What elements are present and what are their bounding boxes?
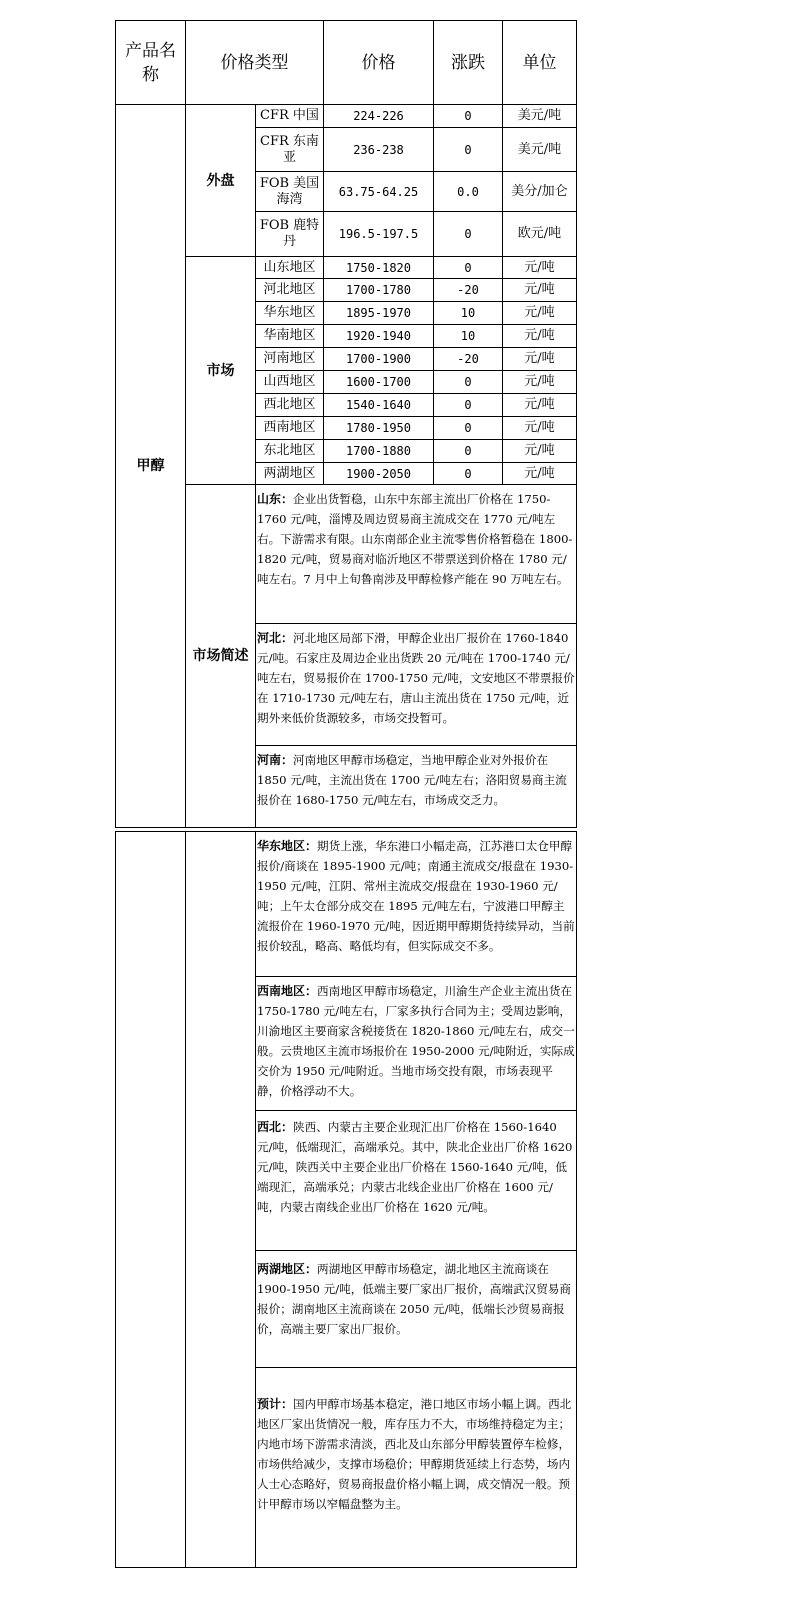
- market-region: 两湖地区: [256, 463, 324, 485]
- market-unit: 元/吨: [503, 348, 577, 371]
- market-price: 1780-1950: [324, 417, 434, 440]
- summary-hebei: [256, 624, 577, 746]
- market-change: -20: [434, 279, 503, 302]
- market-region: 山东地区: [256, 257, 324, 279]
- external-unit: 美元/吨: [503, 128, 577, 172]
- summary-title: 西南地区：: [257, 984, 318, 998]
- market-unit: 元/吨: [503, 417, 577, 440]
- market-region: 西南地区: [256, 417, 324, 440]
- summary-xibei: [256, 1111, 577, 1251]
- summary-xinan: [256, 977, 577, 1111]
- market-price: 1700-1780: [324, 279, 434, 302]
- header-price-type: 价格类型: [186, 21, 324, 105]
- external-change: 0: [434, 128, 503, 172]
- header-change: 涨跌: [434, 21, 503, 105]
- market-price: 1600-1700: [324, 371, 434, 394]
- summary-label-continued: [186, 832, 256, 1568]
- market-price: 1750-1820: [324, 257, 434, 279]
- market-change: 0: [434, 394, 503, 417]
- market-region: 东北地区: [256, 440, 324, 463]
- market-unit: 元/吨: [503, 463, 577, 485]
- external-type: FOB 美国海湾: [256, 172, 324, 212]
- external-price: 236-238: [324, 128, 434, 172]
- market-price: 1920-1940: [324, 325, 434, 348]
- summary-text: 国内甲醇市场基本稳定，港口地区市场小幅上调。西北地区厂家出货情况一般，库存压力不大，市场维持稳定为主；内地市场下游需求清淡，西北及山东部分甲醇装置停车检修，市场供给减少，支撑市场稳价；甲醇期货延续上行态势，场内人士心态略好，贸易商报盘价格小幅上调，成交情况一般。预计甲醇市场以窄幅盘整为主。: [257, 1397, 572, 1511]
- summary-huadong: [256, 832, 577, 977]
- external-unit: 美元/吨: [503, 105, 577, 128]
- market-change: 0: [434, 463, 503, 485]
- market-price: 1900-2050: [324, 463, 434, 485]
- summary-text: 陕西、内蒙古主要企业现汇出厂价格在 1560-1640 元/吨，低端现汇，高端承兑。其中，陕北企业出厂价格 1620 元/吨，陕西关中主要企业出厂价格在 1560-1640 元/吨，低端现汇，高端承兑；内蒙古北线企业出厂价格在 1600 元/吨，内蒙古南线企业出厂价格在 1620 元/吨。: [257, 1120, 573, 1214]
- product-cell: 甲醇: [116, 105, 186, 828]
- market-unit: 元/吨: [503, 371, 577, 394]
- summary-title: 华东地区：: [257, 839, 318, 853]
- market-change: 10: [434, 302, 503, 325]
- header-unit: 单位: [503, 21, 577, 105]
- summary-text: 河南地区甲醇市场稳定，当地甲醇企业对外报价在 1850 元/吨，主流出货在 1700 元/吨左右；洛阳贸易商主流报价在 1680-1750 元/吨左右，市场成交乏力。: [257, 753, 567, 807]
- external-change: 0.0: [434, 172, 503, 212]
- summary-text: 企业出货暂稳，山东中东部主流出厂价格在 1750-1760 元/吨，淄博及周边贸易商主流成交在 1770 元/吨左右。下游需求有限。山东南部企业主流零售价格暂稳在 1800-1820 元/吨，贸易商对临沂地区不带票送到价格在 1780 元/吨左右。7 月中上旬鲁南涉及甲醇检修产能在 90 万吨左右。: [257, 492, 573, 586]
- summary-title: 预计：: [257, 1397, 294, 1411]
- market-change: 0: [434, 257, 503, 279]
- summary-text: 期货上涨，华东港口小幅走高，江苏港口太仓甲醇报价/商谈在 1895-1900 元/吨；南通主流成交/报盘在 1930-1950 元/吨，江阴、常州主流成交/报盘在 1930-1960 元/吨；上午太仓部分成交在 1895 元/吨左右，宁波港口甲醇主流报价在 1960-1970 元/吨，因近期甲醇期货持续异动，当前报价较乱，略高、略低均有，但实际成交不多。: [257, 839, 575, 953]
- summary-title: 山东：: [257, 492, 294, 506]
- market-price: 1540-1640: [324, 394, 434, 417]
- external-change: 0: [434, 105, 503, 128]
- summary-henan: [256, 746, 577, 828]
- market-change: 0: [434, 417, 503, 440]
- market-region: 河北地区: [256, 279, 324, 302]
- methanol-price-table: [115, 20, 577, 828]
- summary-title: 两湖地区：: [257, 1262, 318, 1276]
- market-change: 0: [434, 371, 503, 394]
- external-unit: 欧元/吨: [503, 212, 577, 257]
- external-price: 63.75-64.25: [324, 172, 434, 212]
- market-region: 西北地区: [256, 394, 324, 417]
- summary-label: 市场简述: [186, 485, 256, 828]
- summary-shandong: [256, 485, 577, 624]
- market-region: 山西地区: [256, 371, 324, 394]
- market-unit: 元/吨: [503, 325, 577, 348]
- external-price: 196.5-197.5: [324, 212, 434, 257]
- market-unit: 元/吨: [503, 394, 577, 417]
- summary-title: 河南：: [257, 753, 294, 767]
- market-price: 1700-1880: [324, 440, 434, 463]
- external-label: 外盘: [186, 105, 256, 257]
- external-type: FOB 鹿特丹: [256, 212, 324, 257]
- market-unit: 元/吨: [503, 302, 577, 325]
- summary-text: 河北地区局部下滑，甲醇企业出厂报价在 1760-1840 元/吨。石家庄及周边企业出货跌 20 元/吨在 1700-1740 元/吨左右，贸易报价在 1700-1750 元/吨，文安地区不带票报价在 1710-1730 元/吨左右，唐山主流出货在 1750 元/吨，近期外来低价货源较多，市场交投暂可。: [257, 631, 575, 725]
- methanol-summary-continued: [115, 831, 577, 1568]
- market-price: 1895-1970: [324, 302, 434, 325]
- market-region: 河南地区: [256, 348, 324, 371]
- header-product-name: 产品名称: [116, 21, 186, 105]
- market-change: 0: [434, 440, 503, 463]
- summary-lianghu: [256, 1251, 577, 1368]
- summary-forecast: [256, 1368, 577, 1568]
- product-cell-continued: [116, 832, 186, 1568]
- market-label: 市场: [186, 257, 256, 485]
- summary-text: 西南地区甲醇市场稳定，川渝生产企业主流出货在 1750-1780 元/吨左右，厂家多执行合同为主；受周边影响，川渝地区主要商家含税接货在 1820-1860 元/吨左右，成交一般。云贵地区主流市场报价在 1950-2000 元/吨附近，实际成交价为 1950 元/吨附近。当地市场交投有限，市场表现平静，价格浮动不大。: [257, 984, 575, 1098]
- market-region: 华南地区: [256, 325, 324, 348]
- external-type: CFR 中国: [256, 105, 324, 128]
- market-change: -20: [434, 348, 503, 371]
- summary-title: 西北：: [257, 1120, 294, 1134]
- summary-text: 两湖地区甲醇市场稳定，湖北地区主流商谈在 1900-1950 元/吨，低端主要厂家出厂报价，高端武汉贸易商报价；湖南地区主流商谈在 2050 元/吨，低端长沙贸易商报价，高端主要厂家出厂报价。: [257, 1262, 571, 1336]
- market-change: 10: [434, 325, 503, 348]
- market-unit: 元/吨: [503, 279, 577, 302]
- external-unit: 美分/加仑: [503, 172, 577, 212]
- market-unit: 元/吨: [503, 257, 577, 279]
- market-unit: 元/吨: [503, 440, 577, 463]
- market-price: 1700-1900: [324, 348, 434, 371]
- summary-title: 河北：: [257, 631, 294, 645]
- external-change: 0: [434, 212, 503, 257]
- external-type: CFR 东南亚: [256, 128, 324, 172]
- external-price: 224-226: [324, 105, 434, 128]
- header-price: 价格: [324, 21, 434, 105]
- market-region: 华东地区: [256, 302, 324, 325]
